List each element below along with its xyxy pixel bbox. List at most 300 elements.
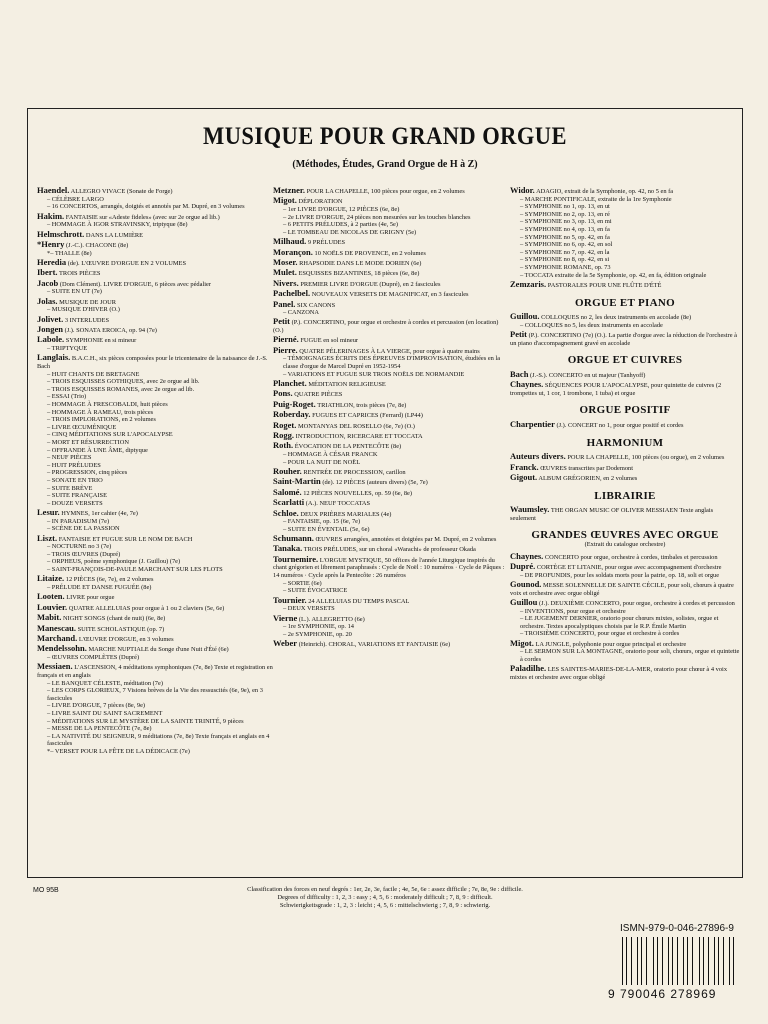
sub-work: – HOMMAGE À FRESCOBALDI, huit pièces [47,401,168,409]
page-subtitle: (Méthodes, Études, Grand Orgue de H à Z) [292,159,478,170]
catalog-entry [273,535,507,544]
composer-name: Lesur. [37,507,60,518]
catalog-entry [273,290,507,299]
catalog-entry [37,187,275,211]
sub-work: – VARIATIONS ET FUGUE SUR TROIS NOËLS DE NORMANDIE [283,370,465,378]
work-detail: , trois pièces (7e, 8e) [353,401,407,409]
work-detail: du Songe d'une Nuit d'Été (6e) [148,646,229,654]
catalog-entry [37,635,275,644]
entry-line [37,532,275,544]
work-detail: , sur un choral «Warachi» de professeur Okada [356,546,476,554]
sub-work: – SYMPHONIE no 8, op. 42, en si [520,256,610,264]
sub-work: – 1re SYMPHONIE, op. 14 [283,623,355,631]
work-title: PREMIER LIVRE D'ORGUE [300,280,378,288]
catalog-entry [37,593,275,602]
catalog-entry [273,429,507,441]
catalog-entry [273,545,507,554]
work-detail: , extrait de la Symphonie, op. 42, no 5 en fa [561,188,674,195]
catalog-entry [273,612,507,639]
work-title: ESQUISSES BIZANTINES [298,270,372,278]
catalog-entry [273,507,507,534]
composer-name: Litaize. [37,573,65,584]
composer-name: Milhaud. [273,236,307,247]
work-detail: , pour quintette de cuivres (2 trompettes ut, 1 cor, 1 trombone, 1 tuba) et orgue [510,382,722,397]
barcode-bar [706,937,707,985]
entry-line [510,331,740,347]
work-detail: pour orgue [85,594,115,602]
work-detail: (Ferrard) (LP44) [378,412,423,420]
composer-name: Paladilhe. [510,663,547,674]
sub-work: – ESSAI (Trio) [47,393,87,401]
work-detail: , oratorio pour chœur à 4 voix mixtes et orchestre avec orgue obligé [510,666,728,681]
sub-work: – PROGRESSION, cinq pièces [47,469,128,477]
composer-name: Haendel. [37,185,70,195]
catalog-entry [510,665,740,681]
entry-line [510,550,740,562]
composer-name: Metzner. [273,185,306,195]
work-title: THE ORGAN MUSIC OF OLIVER MESSIAEN [550,507,678,515]
sub-work: – LES CORPS GLORIEUX, 7 Visions brèves de la Vie des ressuscités (6e, 9e), en 3 fascicules [47,687,263,702]
work-title: TROIS PRÉLUDES [303,546,357,554]
work-title: DANS LA LUMIÈRE [85,231,144,239]
catalog-entry [273,465,507,477]
entry-line [510,637,740,649]
work-detail: (J.-C.). CHACONE (8e) [66,241,129,249]
catalog-entry [510,381,740,397]
catalog-entry [273,398,507,410]
catalog-entry [273,486,507,498]
composer-name: Jolivet. [37,313,64,324]
catalog-entry [510,578,740,597]
sub-work: – HOMMAGE À RAMEAU, trois pièces [47,408,154,416]
work-title: ALBUM GRÉGORIEN [538,475,601,483]
entry-line [510,278,740,290]
composer-name: Pierre. [273,344,298,355]
sub-work: – SAINT-FRANÇOIS-DE-PAULE MARCHANT SUR LES FLOTS [47,566,223,574]
composer-name: Scarlatti [273,497,305,508]
entry-line [37,601,275,613]
sub-work: – ŒUVRES COMPLÈTES (Dupré) [47,654,140,661]
sub-work: – NEUF PIÈCES [47,454,92,462]
composer-name: Jolas. [37,295,58,306]
work-detail: transcrites par Dodemont [566,464,634,472]
catalog-entry [273,499,507,508]
sub-work: – HOMMAGE À IGOR STRAVINSKY, triptyque (8e) [47,221,188,229]
work-detail: (4e) [379,510,392,518]
work-title: 24 ALLELUIAS DU TEMPS PASCAL [308,597,410,605]
classification-en: Degrees of difficulty : 1, 2, 3 : easy ; 4, 5, 6 : moderately difficult ; 7, 8, 9 : difficult. [277,894,493,901]
sub-work: – POUR LA NUIT DE NOËL [283,458,361,466]
entry-line [273,553,507,580]
catalog-entry [510,368,740,380]
entry-line [273,640,507,649]
entry-line [273,197,507,206]
sub-work: – LIVRE D'ORGUE, 7 pièces (8e, 9e) [47,702,146,710]
work-detail: (J.-S.). CONCERTO en ut majeur (Tanhyoff) [530,371,646,379]
catalog-entry [37,269,275,278]
work-title: L'ORGUE MYSTIQUE [319,556,382,564]
sub-work: – SYMPHONIE no 5, op. 42, en fa [520,233,610,241]
entry-line [37,622,275,634]
composer-name: Planchet. [273,378,307,389]
catalog-entry [510,453,740,462]
entry-line [510,187,740,196]
composer-name: Gounod. [510,578,542,589]
catalog-entry [273,442,507,466]
entry-line [273,390,507,399]
sub-work: – LE BANQUET CÉLESTE, méditation (7e) [47,679,163,687]
section-heading: GRANDES ŒUVRES AVEC ORGUE [531,529,719,542]
entry-line [510,313,740,322]
composer-name: Chaynes. [510,550,544,561]
work-title: FANTAISIE [65,213,98,221]
barcode-bar [700,937,701,985]
catalog-entry [37,313,275,325]
work-title: TROIS PIÈCES [59,270,101,278]
sub-work: – TROIS ESQUISSES GOTHIQUES, avec 2e orgue ad lib. [47,378,200,386]
composer-name: Bach [510,368,529,379]
work-title: 3 INTERLUDES [64,316,110,324]
sub-work: – TÉMOIGNAGES ÉCRITS DES ÉPREUVES D'IMPROVISATION, étudiées en la classe d'orgue de Marcel Dupré en 1952-1954 [283,355,501,371]
sub-work: – SUITE EN UT (7e) [47,288,102,296]
work-title: LA JUNGLE [535,640,570,648]
entry-line [273,594,507,606]
catalog-entry [510,550,740,562]
composer-name: Franck. [510,461,539,472]
section-heading: ORGUE POSITIF [579,404,671,417]
composer-name: Looten. [37,591,65,602]
section-heading: LIBRAIRIE [594,489,656,502]
catalog-entry [273,380,507,389]
work-detail: no 2, les deux instruments en accolade (8e) [579,314,692,322]
work-detail: 1er cahier (4e, 7e) [89,510,138,518]
entry-line [510,421,740,430]
entry-line [37,277,275,289]
work-detail: , en 3 fascicules [427,291,469,299]
entry-line [510,453,740,462]
entry-line [273,486,507,498]
composer-name: Schloe. [273,507,299,518]
entry-line [273,411,507,420]
ismn-number: ISMN-979-0-046-27896-9 [620,923,734,934]
entry-line [37,614,275,623]
sub-work: – COLLOQUES no 5, les deux instruments en accolade [520,321,663,329]
work-detail: (Sonate de Forge) [125,188,173,195]
sub-work: – SYMPHONIE ROMANE, op. 73 [520,263,611,271]
composer-name: Heredia [37,256,67,267]
sub-work: – 1er LIVRE D'ORGUE, 12 PIÈCES (6e, 8e) [283,205,400,213]
work-detail: 12 PIÈCES (6e, 7e), en 2 volumes [65,576,154,584]
work-title: MARCHE NUPTIALE [88,646,149,654]
sub-work: – SYMPHONIE no 1, op. 13, en ut [520,203,610,211]
composer-name: Chaynes. [510,379,544,390]
work-title: INTRODUCTION, RICERCARE ET TOCCATA [295,432,423,440]
composer-name: Messiaen. [37,661,73,672]
composer-name: Tournemire. [273,553,319,564]
section-subheading: (Extrait du catalogue orchestre) [584,540,666,548]
entry-line [37,228,275,240]
classification-de: Schwierigkeitsgrade : 1, 2, 3 : leicht ; 4, 5, 6 : mittelschwierig ; 7, 8, 9 : schwierig. [279,902,491,909]
composer-name: Weber [273,638,298,649]
barcode-bar [692,937,693,985]
work-title: MÉDITATION RELIGIEUSE [308,381,386,389]
page-title: MUSIQUE POUR GRAND ORGUE [203,123,567,150]
sub-work: – SYMPHONIE no 4, op. 13, en fa [520,225,610,233]
catalog-entry [37,326,275,335]
sub-work: – ORPHEUS, poème symphonique (J. Guillou) (7e) [47,558,181,566]
work-detail: , en 2 volumes [388,249,426,257]
barcode-bar [729,937,730,985]
work-title: LIVRE [66,594,86,602]
sub-work: – MESSE DE LA PENTECÔTE (7e, 8e) [47,725,152,733]
work-detail: , 100 pièces (ou orgue), en 2 volumes [628,454,725,462]
composer-name: Pachelbel. [273,288,311,299]
sub-work: – 2e LIVRE D'ORGUE, 24 pièces non mesurées sur les touches blanches [283,213,471,221]
entry-line [37,645,275,654]
barcode-bar [662,937,663,985]
work-title: NIGHT SONGS [62,615,106,623]
catalog-entry [273,553,507,595]
barcode-bar [714,937,715,985]
work-title: DEUX PRIÈRES MARIALES [300,510,380,518]
sub-work: – 2e SYMPHONIE, op. 20 [283,630,352,638]
work-detail: (Heinrich). CHORAL, VARIATIONS ET FANTAISIE (6e) [298,641,451,649]
catalog-column-2 [273,187,507,651]
composer-name: Schumann. [273,533,314,544]
sub-work: – 16 CONCERTOS, arrangés, doigtés et annotés par M. Dupré, en 3 volumes [47,203,245,211]
composer-name: Pons. [273,388,293,399]
composer-name: *Henry [37,238,65,249]
entry-line [37,336,275,345]
entry-line [510,560,740,572]
barcode-bar [733,937,734,985]
entry-line [273,442,507,451]
sub-work: – TROISIÈME CONCERTO, pour orgue et orchestre à cordes [520,630,680,638]
entry-line [273,336,507,345]
sub-work: – LA NATIVITÉ DU SEIGNEUR, 9 méditations (7e, 8e) Texte français et anglais en 4 fascicules [47,732,270,748]
catalog-entry [37,509,275,533]
catalog-entry [510,596,740,638]
barcode-bar [725,937,726,985]
composer-name: Moser. [273,256,298,267]
composer-name: Langlais. [37,352,71,363]
entry-line [273,465,507,477]
sub-work: – IN PARADISUM (7e) [47,517,110,525]
sub-work: – DE PROFUNDIS, pour les soldats morts pour la patrie, op. 18, soli et orgue [520,571,720,579]
work-detail: pour orgue, orchestre à cordes, timbales et percussion [578,553,718,561]
work-detail: , en 2 volumes [600,475,638,483]
composer-name: Dupré. [510,560,536,571]
catalog-entry [510,331,740,347]
section-heading: ORGUE ET PIANO [575,296,675,309]
composer-name: Waumsley. [510,504,550,515]
work-title: SUITE SCHOLASTIQUE [77,625,146,633]
sub-work: – HOMMAGE À CÉSAR FRANCK [283,450,378,458]
sub-work: – PRÉLUDE ET DANSE FUGUÉE (8e) [47,584,152,592]
work-title: FUGUES ET CAPRICES [312,412,379,420]
sub-work: – CÉLÈBRE LARGO [47,195,104,203]
composer-name: Roget. [273,419,297,430]
entry-line [273,429,507,441]
work-title: PASTORALES POUR UNE FLÛTE D'ÉTÉ [547,281,662,289]
work-detail: (8e) [389,443,402,451]
barcode-bar [631,937,632,985]
work-detail: (Dom Clément). LIVRE D'ORGUE, 6 pièces avec pédalier [59,280,211,288]
work-title: RHAPSODIE DANS LE MODE DORIEN [299,259,410,267]
entry-line [37,509,275,518]
entry-line [273,507,507,519]
composer-name: Migot. [510,637,534,648]
sub-work: – DEUX VERSETS [283,605,335,613]
catalog-frame [27,108,743,878]
composer-name: Petit [273,316,290,327]
work-title: ŒUVRES [315,536,343,544]
entry-line [37,635,275,644]
sub-work: – SUITE FRANÇAISE [47,492,108,500]
catalog-entry [37,210,275,229]
catalog-entry [37,228,275,240]
work-title: SÉQUENCES POUR L'APOCALYPSE [544,382,648,390]
work-detail: (P.). CONCERTINO, pour orgue et orchestre à cordes et percussion (en location) (O.) [273,319,499,335]
entry-line [273,535,507,544]
section-heading: HARMONIUM [586,436,664,449]
entry-line [510,381,740,397]
work-detail: en 3 volumes [137,636,174,644]
catalog-code: MO 95B [33,887,59,894]
barcode-bar [691,937,692,985]
entry-line [273,612,507,624]
catalog-entry [37,575,275,591]
classification-fr: Classification des forces en neuf degrés : 1er, 2e, 3e, facile ; 4e, 5e, 6e : assez difficile ; 7e, 8e, 9e : difficile. [247,886,523,893]
sub-work: – CANZONA [283,309,320,317]
sub-work: – SYMPHONIE no 7, op. 42, en la [520,248,610,256]
sub-work: – LE TOMBEAU DE NICOLAS DE GRIGNY (5e) [283,228,417,236]
catalog-entry [510,421,740,430]
entry-line [37,210,275,222]
composer-name: Migot. [273,195,297,206]
entry-line [273,545,507,554]
work-title: 9 PRÉLUDES [307,239,346,247]
entry-line [37,238,275,250]
barcode-number: 9 790046 278969 [608,987,717,1001]
catalog-entry [510,187,740,279]
catalog-entry [510,461,740,473]
barcode-bar [649,937,650,985]
work-title: POUR LA CHAPELLE [306,188,368,195]
work-detail: , 100 pièces pour orgue, en 2 volumes [367,188,465,195]
entry-line [37,187,275,196]
composer-name: Mabit. [37,612,62,623]
work-title: QUATRE ALLELUIAS [68,604,131,612]
work-detail: (de). L'ŒUVRE D'ORGUE EN 2 VOLUMES [67,259,187,267]
work-title: FUGUE [300,337,322,345]
sub-work: – HUIT PRÉLUDES [47,461,101,469]
composer-name: Jongen [37,324,63,335]
composer-name: Marchand. [37,633,78,644]
entry-line [273,277,507,289]
composer-name: Vierne [273,612,298,623]
work-detail: en sol mineur [321,337,359,345]
section-heading: ORGUE ET CUIVRES [567,354,683,367]
work-detail: (op. 7) [145,625,165,633]
composer-name: Jacob [37,277,59,288]
sub-work: – INVENTIONS, pour orgue et orchestre [520,607,626,615]
work-detail: (de). 12 PIÈCES (auteurs divers) (5e, 7e) [322,479,428,487]
work-detail: (chant de nuit) (6e, 8e) [105,615,166,623]
entry-line [37,575,275,584]
work-detail: , pour orgue à quatre mains [409,347,480,355]
entry-line [273,398,507,410]
sub-work: – MUSIQUE D'HIVER (O.) [47,306,120,314]
entry-line [273,246,507,258]
catalog-entry [37,532,275,574]
catalog-entry [37,645,275,661]
work-title: NOUVEAUX VERSETS DE MAGNIFICAT [311,291,428,299]
composer-name: Morançon. [273,246,313,257]
work-detail: (6e) [409,259,422,267]
sub-work: – FANTAISIE, op. 15 (6e, 7e) [283,518,361,526]
work-detail: , polyphonie pour orgue principal et orchestre [569,640,687,648]
work-title: QUATRE PÉLERINAGES À LA VIERGE [299,347,410,355]
work-detail: , six pièces composées pour le tricentenaire de la naissance de J.-S. Bach [37,355,268,371]
entry-line [510,461,740,473]
sub-work: – SORTIE (6e) [283,579,322,587]
composer-name: Liszt. [37,532,58,543]
work-detail: 4 méditations symphoniques (7e, 8e) Texte et registration en français et en anglais [37,664,273,679]
sub-work: – LE SERMON SUR LA MONTAGNE, oratorio pour soli, chœurs, orgue et quintette à cordes [520,648,740,663]
work-title: LES SAINTES-MARIES-DE-LA-MER [547,666,651,674]
sub-work: – SCÈNE DE LA PASSION [47,525,120,533]
sub-work: – NOCTURNE no 3 (7e) [47,543,112,551]
entry-line [37,256,275,268]
work-title: QUATRE PIÈCES [294,391,343,399]
composer-name: Ibert. [37,267,58,278]
composer-name: Hakim. [37,210,65,221]
entry-line [273,478,507,487]
entry-line [273,238,507,247]
work-title: CONCERTO [544,553,579,561]
work-detail: (J.). SONATA EROICA, op. 94 (7e) [64,327,157,335]
work-title: DÉPLORATION [298,198,343,206]
work-title: RENTRÉE DE PROCESSION [303,468,383,476]
barcode-bar [646,937,647,985]
composer-name: Roth. [273,440,294,451]
entry-line [510,665,740,681]
catalog-entry [273,269,507,278]
entry-line [273,298,507,310]
composer-name: Gigout. [510,472,538,483]
catalog-entry [273,390,507,399]
catalog-entry [273,344,507,378]
work-detail: (6e, 7e) (O.) [381,422,415,430]
work-detail: Texte anglais seulement [510,507,714,522]
sub-work: *– THALLE (8e) [47,249,92,257]
catalog-entry [273,238,507,247]
catalog-entry [273,411,507,420]
composer-name: Puig-Roget. [273,398,316,409]
work-title: MONTANYAS DEL ROSELLO [297,422,382,430]
sub-work: – SUITE BRÈVE [47,484,93,492]
catalog-entry [510,474,740,483]
entry-line [273,380,507,389]
work-title: HYMNES, [61,510,90,518]
entry-line [273,269,507,278]
entry-line [37,295,275,307]
catalog-entry [37,622,275,634]
catalog-entry [273,187,507,196]
work-title: ALLEGRO VIVACE [70,188,126,195]
work-detail: , pour orgue avec accompagnement d'orchestre [601,563,722,571]
